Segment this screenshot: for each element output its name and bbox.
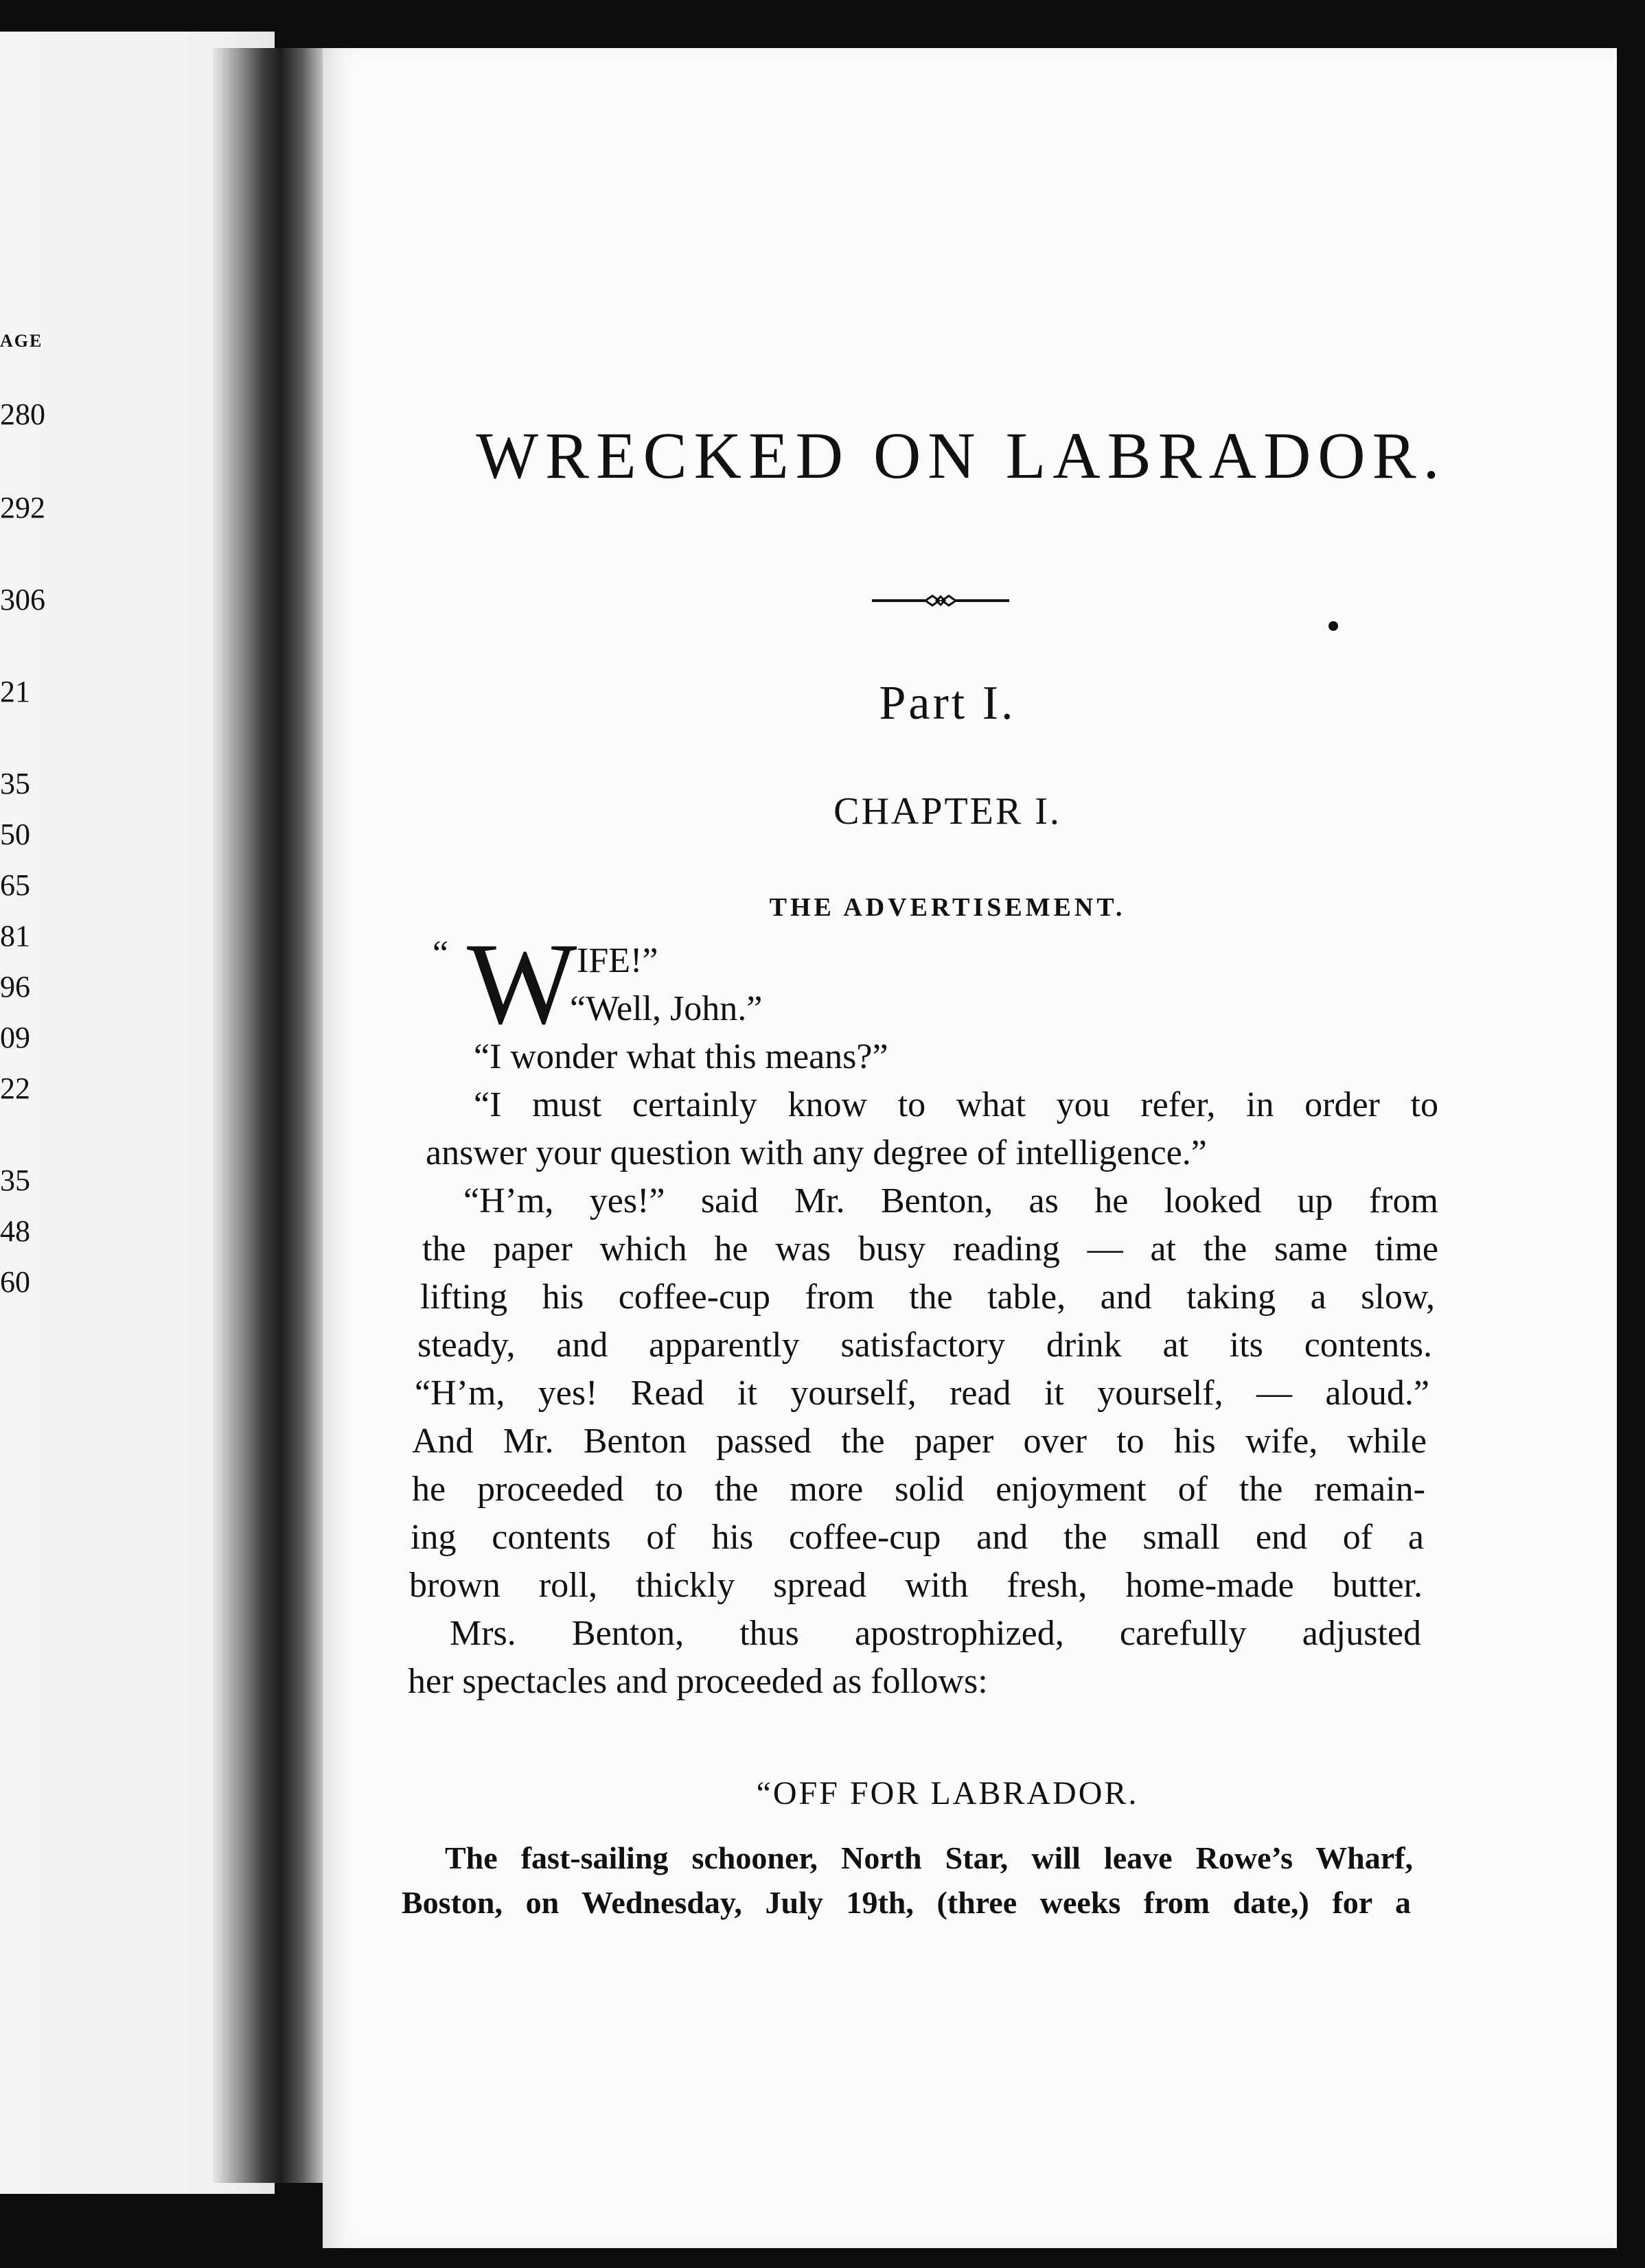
toc-page-number: 81: [0, 919, 30, 953]
book-title: WRECKED ON LABRADOR.: [476, 419, 1447, 492]
body-line: “Well, John.”: [570, 989, 763, 1028]
body-line: IFE!”: [577, 941, 658, 980]
toc-page-number: 48: [0, 1214, 30, 1248]
body-line: brown roll, thickly spread with fresh, home-made butter.: [409, 1566, 1423, 1605]
toc-page-number: 96: [0, 970, 30, 1004]
body-line: “I wonder what this means?”: [474, 1037, 888, 1076]
toc-page-number: 50: [0, 818, 30, 851]
body-line: ing contents of his coffee-cup and the small end of a: [411, 1518, 1424, 1557]
body-line: steady, and apparently satisfactory drink at its contents.: [417, 1326, 1432, 1365]
toc-page-number: 22: [0, 1072, 30, 1105]
advertisement-line: Boston, on Wednesday, July 19th, (three weeks from date,) for a: [402, 1885, 1411, 1920]
toc-page-number: 292: [0, 491, 45, 524]
drop-cap: W: [467, 919, 577, 1048]
toc-page-number: 35: [0, 1164, 30, 1197]
body-line: And Mr. Benton passed the paper over to his wife, while: [412, 1422, 1427, 1461]
body-line: “H’m, yes!” said Mr. Benton, as he looked up from: [463, 1181, 1438, 1220]
toc-page-number: 09: [0, 1021, 30, 1054]
toc-page-number: 65: [0, 868, 30, 902]
body-line: “H’m, yes! Read it yourself, read it yourself, — aloud.”: [415, 1374, 1429, 1413]
book-gutter: [213, 48, 336, 2183]
ornament-divider-icon: [872, 590, 1009, 611]
advertisement-line: The fast-sailing schooner, North Star, will leave Rowe’s Wharf,: [445, 1840, 1413, 1875]
body-line: he proceeded to the more solid enjoyment of the remain-: [412, 1470, 1425, 1509]
toc-page-number: 280: [0, 397, 45, 431]
chapter-subtitle: THE ADVERTISEMENT.: [769, 893, 1126, 922]
toc-page-number: 306: [0, 583, 45, 616]
toc-page-number: 35: [0, 767, 30, 800]
part-title: Part I.: [879, 677, 1016, 730]
opening-quote: “: [433, 934, 449, 973]
body-line: “I must certainly know to what you refer, in order to: [474, 1085, 1438, 1124]
chapter-title: CHAPTER I.: [833, 790, 1061, 833]
body-line: answer your question with any degree of intelligence.”: [426, 1133, 1207, 1172]
body-line: the paper which he was busy reading — at the same time: [422, 1229, 1438, 1269]
body-line: her spectacles and proceeded as follows:: [408, 1662, 988, 1701]
body-line: Mrs. Benton, thus apostrophized, carefully adjusted: [450, 1614, 1421, 1653]
body-line: lifting his coffee-cup from the table, and taking a slow,: [420, 1277, 1435, 1317]
toc-header: AGE: [0, 331, 43, 351]
ink-speck: [1328, 621, 1338, 631]
toc-page-number: 21: [0, 675, 30, 708]
toc-page-number: 60: [0, 1265, 30, 1299]
advertisement-heading: “OFF FOR LABRADOR.: [756, 1775, 1139, 1812]
